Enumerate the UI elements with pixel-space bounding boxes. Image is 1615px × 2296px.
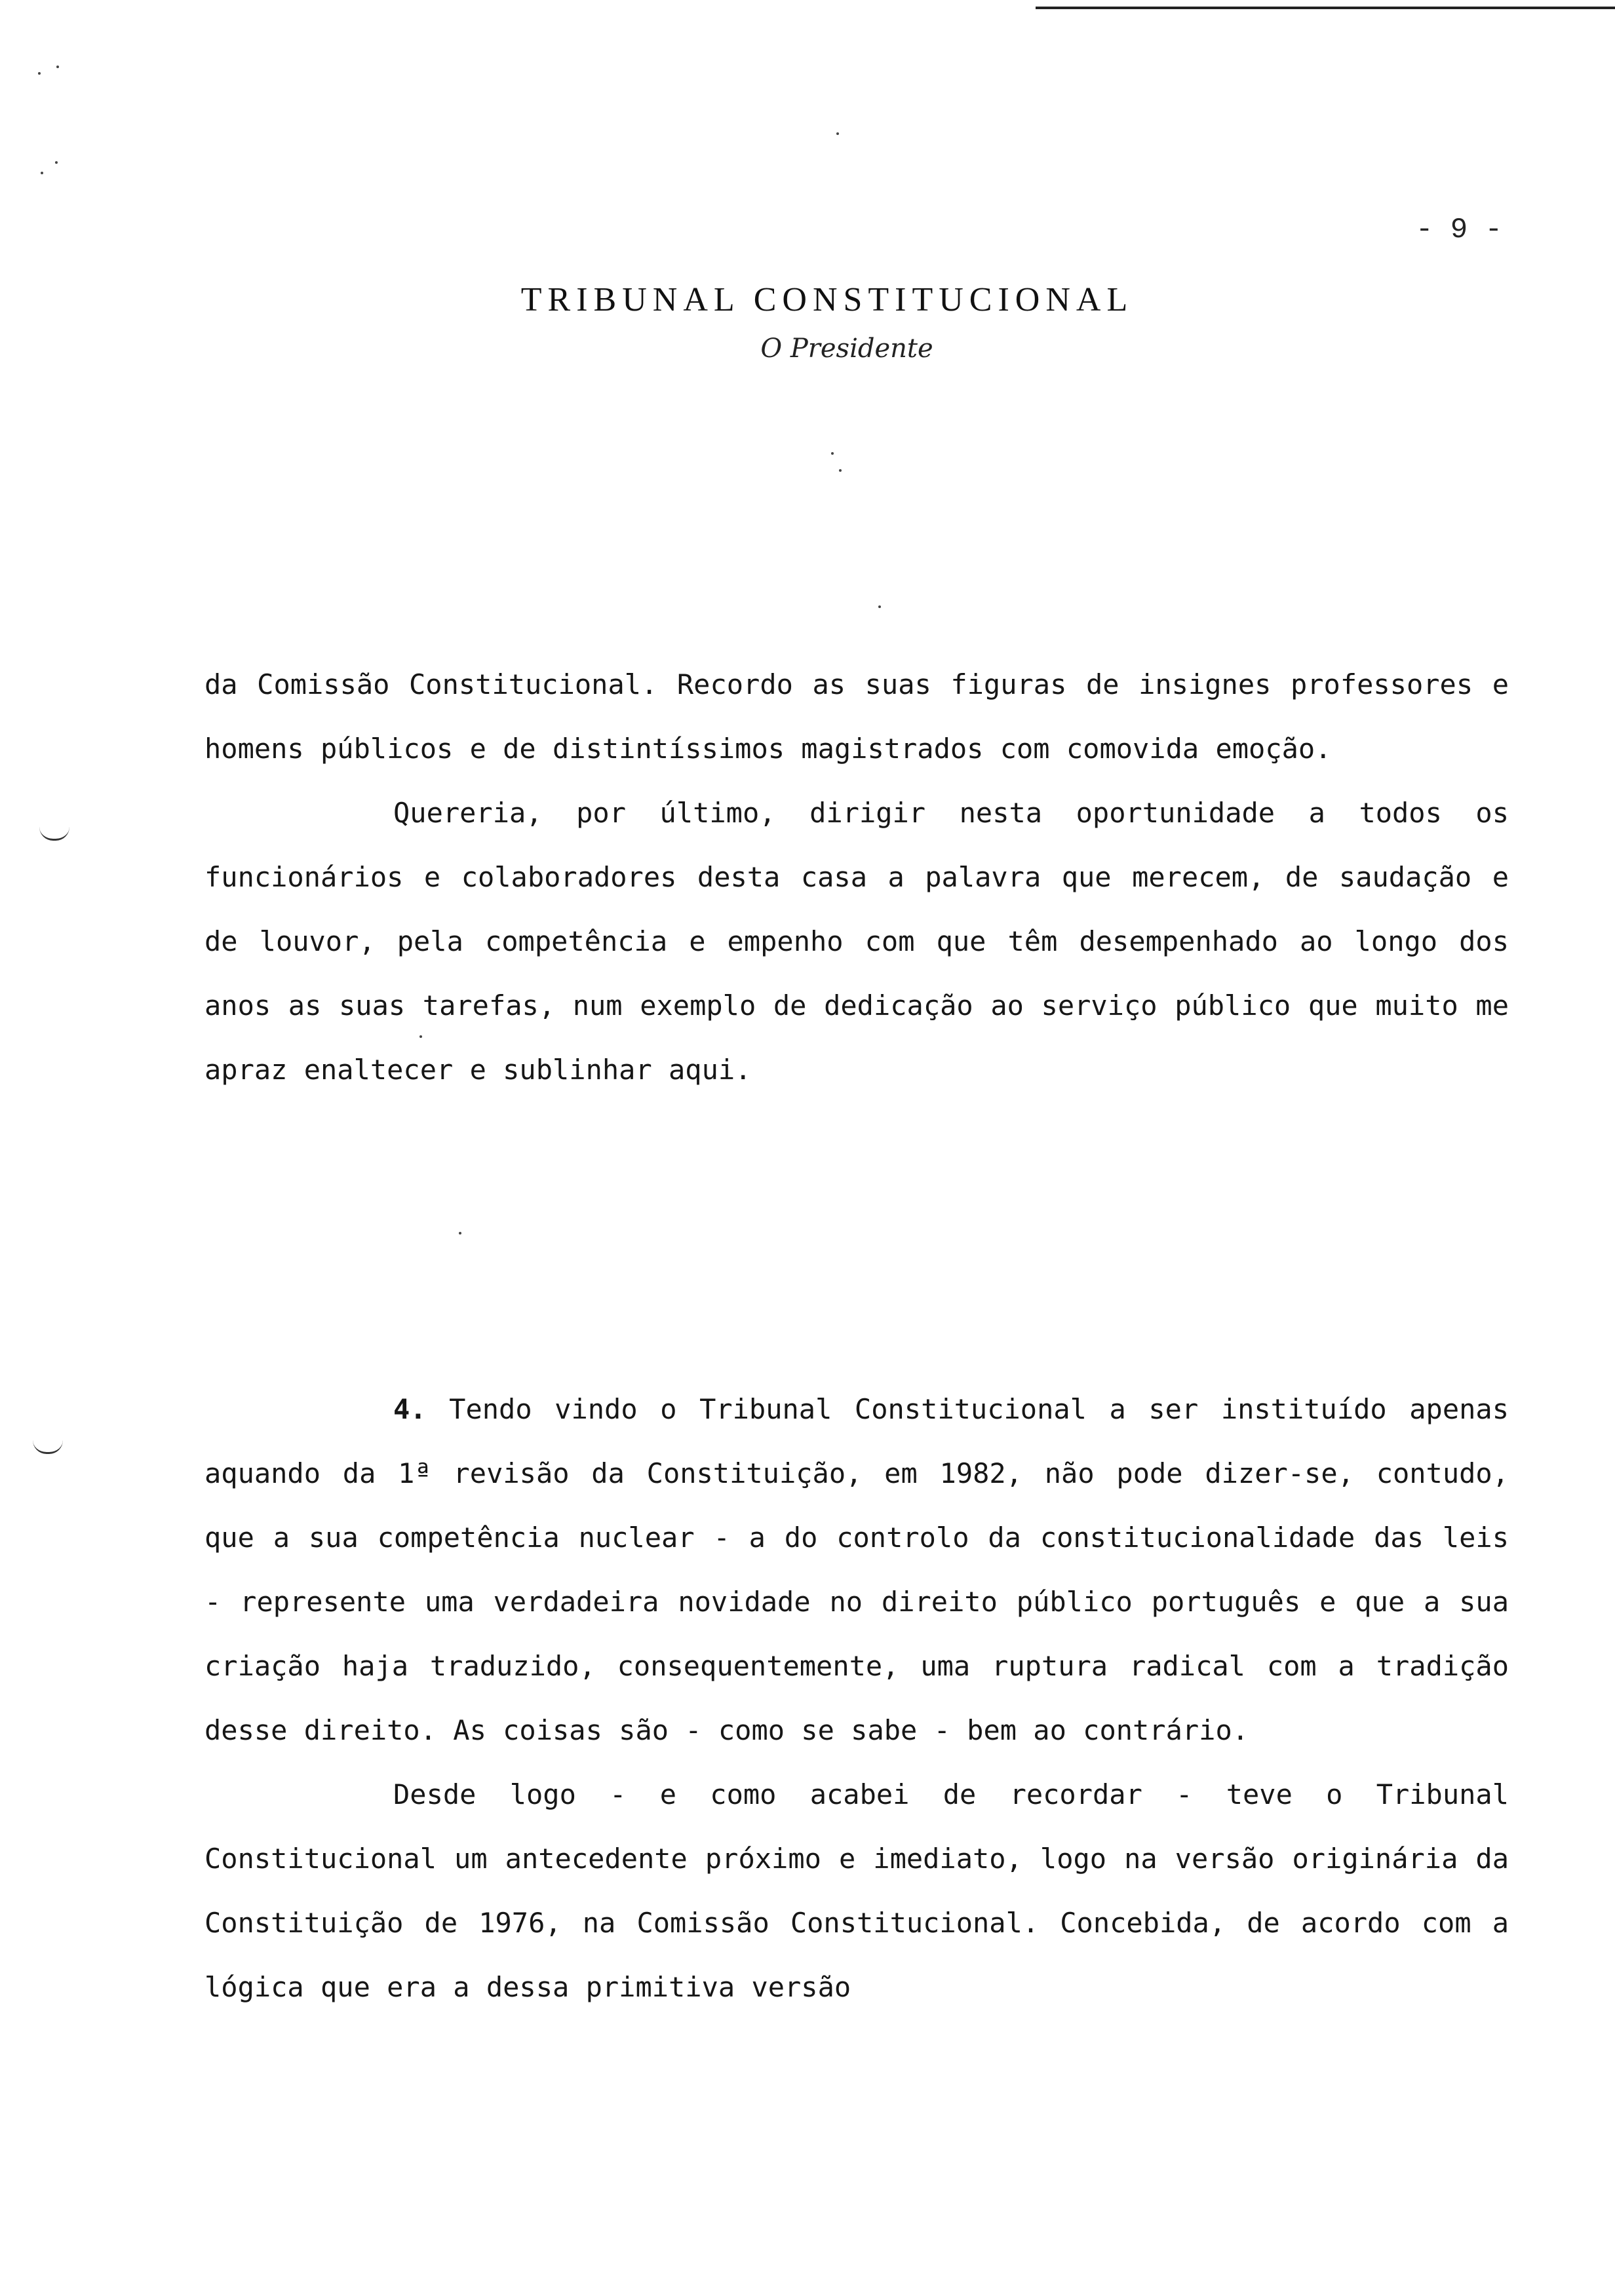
margin-mark	[39, 827, 69, 841]
text-block-upper	[204, 653, 1509, 1102]
margin-mark	[33, 1440, 63, 1454]
scan-speck	[839, 469, 842, 472]
scan-speck	[459, 1232, 461, 1234]
page-number: - 9 -	[1416, 214, 1503, 246]
top-edge-rule	[1036, 7, 1615, 9]
scan-speck	[41, 172, 43, 174]
office-signature: O Presidente	[760, 334, 933, 364]
institution-title: TRIBUNAL CONSTITUCIONAL	[520, 281, 1134, 318]
scan-speck	[55, 161, 58, 164]
scan-speck	[56, 66, 59, 68]
paragraph-continuation: da Comissão Constitucional. Recordo as suas figuras de insignes professores e homens públicos e de distintíssimos magistrados com comovida emoção.	[204, 668, 1509, 765]
paragraph-section-4	[204, 1377, 1509, 1763]
section-4-text: Tendo vindo o Tribunal Constitucional a ser instituído apenas aquando da 1ª revisão da Constituição, em 1982, não pode dizer-se, contudo, que a sua competência nuclear - a do controlo da constitucionalidade das leis - represente uma verdadeira novidade no direito público português e que a sua criação haja traduzido, consequentemente, uma ruptura radical com a tradição desse direito. As coisas são - como se sabe - bem ao contrário.	[204, 1393, 1509, 1746]
scan-speck	[836, 132, 839, 135]
text-block-lower	[204, 1377, 1509, 2019]
scan-speck	[419, 1035, 422, 1038]
scan-speck	[831, 452, 834, 455]
scan-speck	[878, 605, 881, 608]
letterhead	[0, 280, 1615, 364]
scan-speck	[38, 72, 41, 75]
paragraph-staff-thanks: Quereria, por último, dirigir nesta oportunidade a todos os funcionários e colaboradores desta casa a palavra que merecem, de saudação e de louvor, pela competência e empenho com que têm desempenhado ao longo dos anos as suas tarefas, num exemplo de dedicação ao serviço público que muito me apraz enaltecer e sublinhar aqui.	[204, 797, 1509, 1086]
section-number: 4.	[393, 1393, 427, 1425]
paragraph-antecedent: Desde logo - e como acabei de recordar - teve o Tribunal Constitucional um antecedente próximo e imediato, logo na versão originária da Constituição de 1976, na Comissão Constitucional. Concebida, de acordo com a lógica que era a dessa primitiva versão	[204, 1778, 1509, 2003]
